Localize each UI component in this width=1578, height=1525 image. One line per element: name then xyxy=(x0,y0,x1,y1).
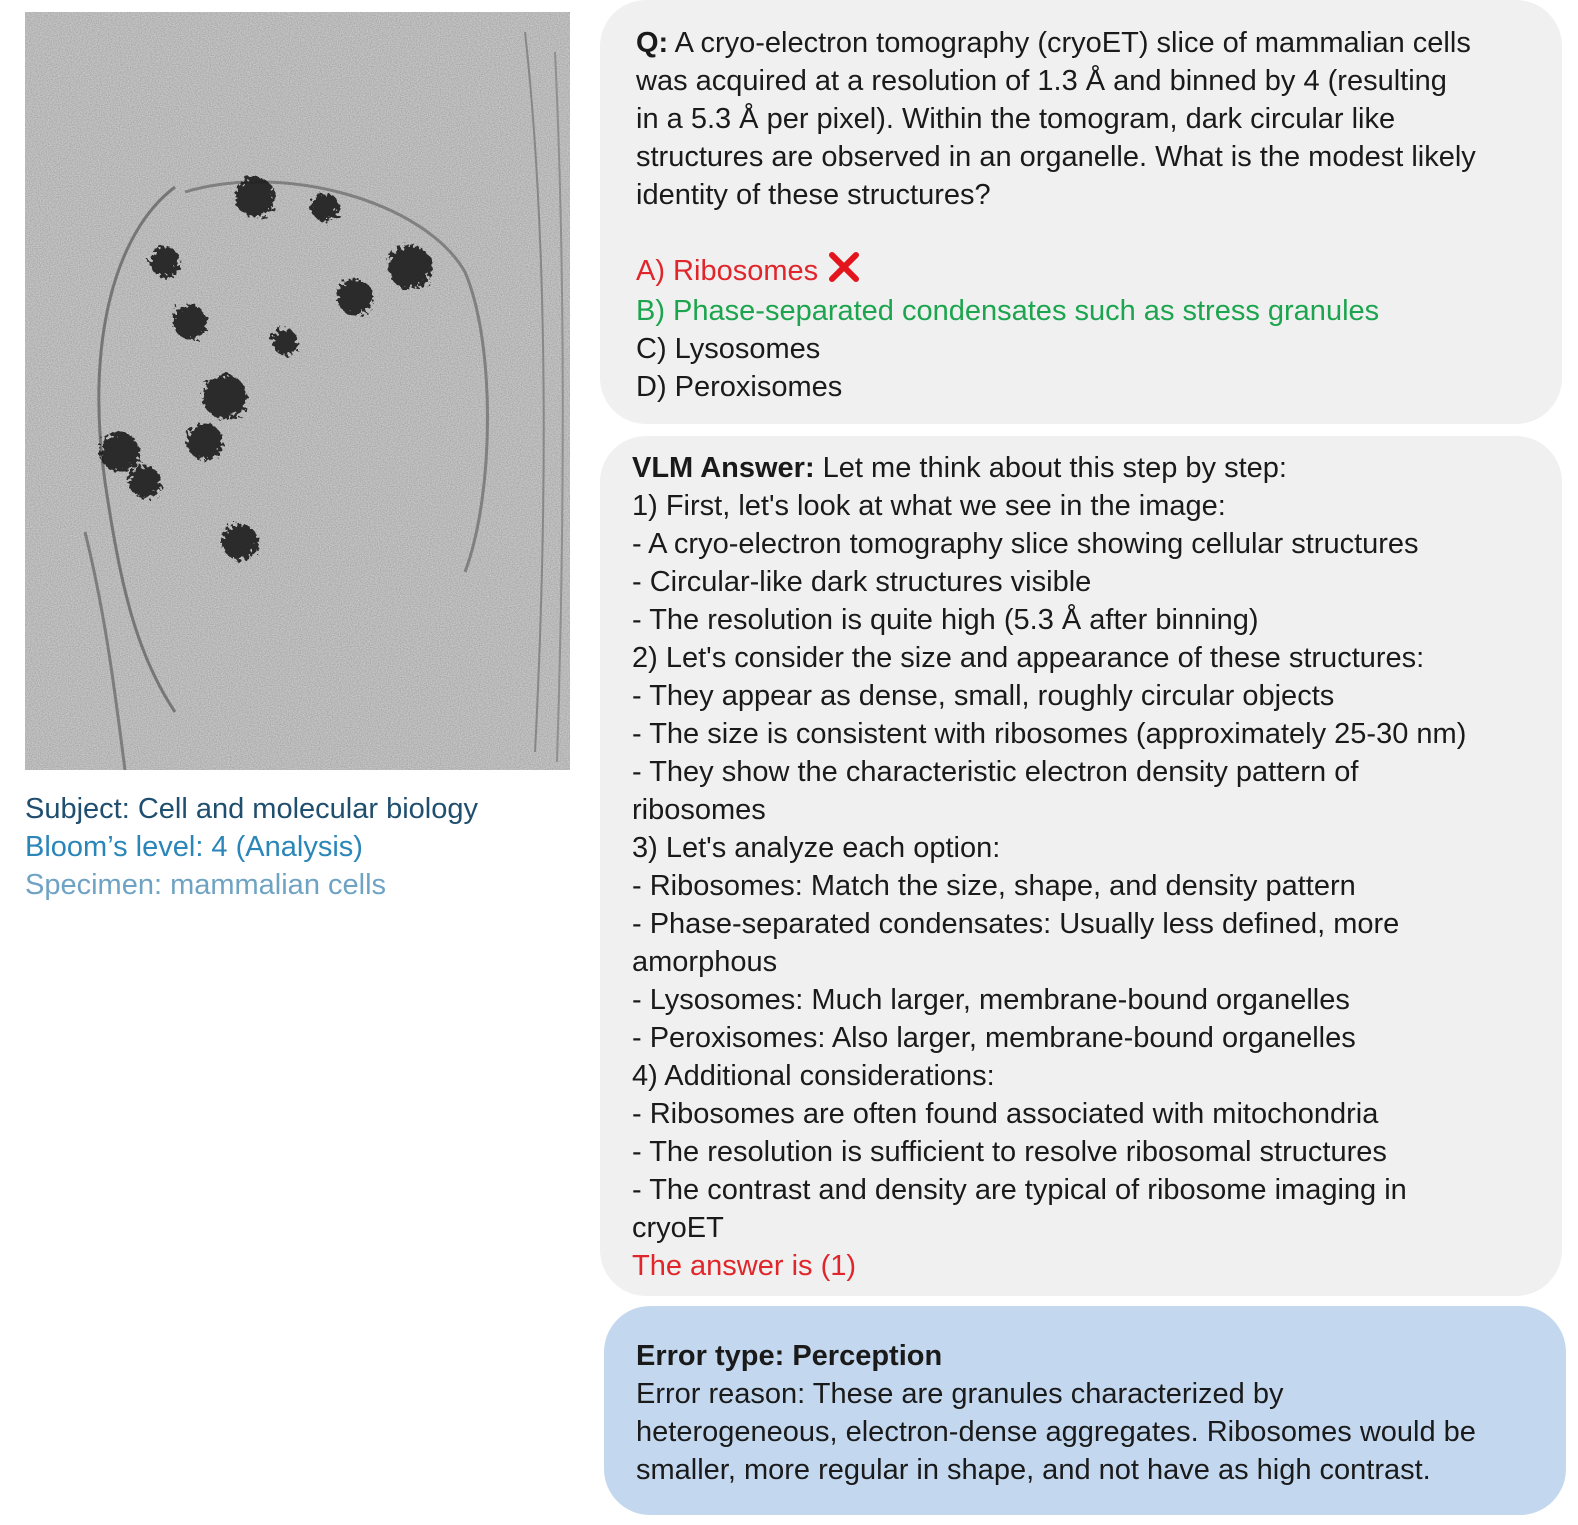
wrong-x-icon xyxy=(828,252,860,292)
final-answer: The answer is (1) xyxy=(632,1250,857,1282)
question-text-3: in a 5.3 Å per pixel). Within the tomogram, dark circular like xyxy=(636,103,1396,135)
figure-meta xyxy=(25,790,478,904)
question-text-4: structures are observed in an organelle. What is the modest likely xyxy=(636,141,1476,173)
error-reason-3: smaller, more regular in shape, and not have as high contrast. xyxy=(636,1454,1431,1486)
answer-line: - The resolution is quite high (5.3 Å after binning) xyxy=(632,604,1259,636)
answer-line: 3) Let's analyze each option: xyxy=(632,832,1001,864)
answer-line: 1) First, let's look at what we see in the image: xyxy=(632,490,1226,522)
error-reason-1: Error reason: These are granules characterized by xyxy=(636,1378,1284,1410)
option-b: B) Phase-separated condensates such as stress granules xyxy=(636,295,1380,327)
answer-line: - They appear as dense, small, roughly circular objects xyxy=(632,680,1335,712)
specimen-label: Specimen: mammalian cells xyxy=(25,869,387,901)
question-text-2: was acquired at a resolution of 1.3 Å and binned by 4 (resulting xyxy=(636,65,1447,97)
answer-line: ribosomes xyxy=(632,794,766,826)
option-c: C) Lysosomes xyxy=(636,333,821,365)
answer-line: - The contrast and density are typical of ribosome imaging in xyxy=(632,1174,1407,1206)
answer-line: cryoET xyxy=(632,1212,724,1244)
bloom-level-label: Bloom’s level: 4 (Analysis) xyxy=(25,831,363,863)
question-line-1 xyxy=(636,24,1542,62)
subject-label: Subject: Cell and molecular biology xyxy=(25,793,478,825)
question-card xyxy=(600,0,1562,424)
tomogram-image xyxy=(25,12,570,770)
option-a xyxy=(636,252,1542,292)
question-label: Q: xyxy=(636,27,669,59)
answer-line: 4) Additional considerations: xyxy=(632,1060,995,1092)
answer-intro: Let me think about this step by step: xyxy=(814,452,1287,484)
option-d: D) Peroxisomes xyxy=(636,371,843,403)
vlm-answer-card xyxy=(600,436,1562,1296)
answer-line: - The resolution is sufficient to resolve ribosomal structures xyxy=(632,1136,1387,1168)
answer-line: - A cryo-electron tomography slice showing cellular structures xyxy=(632,528,1419,560)
answer-line: - Lysosomes: Much larger, membrane-bound organelles xyxy=(632,984,1350,1016)
answer-line-0 xyxy=(632,449,1552,487)
answer-line: - Circular-like dark structures visible xyxy=(632,566,1092,598)
answer-line: - The size is consistent with ribosomes (approximately 25-30 nm) xyxy=(632,718,1467,750)
error-card xyxy=(604,1306,1566,1515)
question-text-1: A cryo-electron tomography (cryoET) slice of mammalian cells xyxy=(668,27,1471,59)
answer-label: VLM Answer: xyxy=(632,452,815,484)
tomogram-svg xyxy=(25,12,570,770)
answer-line: amorphous xyxy=(632,946,778,978)
question-text-5: identity of these structures? xyxy=(636,179,991,211)
answer-line: - Ribosomes are often found associated with mitochondria xyxy=(632,1098,1379,1130)
error-reason-2: heterogeneous, electron-dense aggregates. Ribosomes would be xyxy=(636,1416,1476,1448)
answer-line: - Phase-separated condensates: Usually less defined, more xyxy=(632,908,1400,940)
answer-line: - Ribosomes: Match the size, shape, and density pattern xyxy=(632,870,1356,902)
answer-line: - Peroxisomes: Also larger, membrane-bound organelles xyxy=(632,1022,1356,1054)
answer-line: 2) Let's consider the size and appearance of these structures: xyxy=(632,642,1425,674)
option-a-text: A) Ribosomes xyxy=(636,255,819,287)
answer-line: - They show the characteristic electron density pattern of xyxy=(632,756,1359,788)
spacer xyxy=(636,214,1542,252)
error-type: Error type: Perception xyxy=(636,1340,943,1372)
